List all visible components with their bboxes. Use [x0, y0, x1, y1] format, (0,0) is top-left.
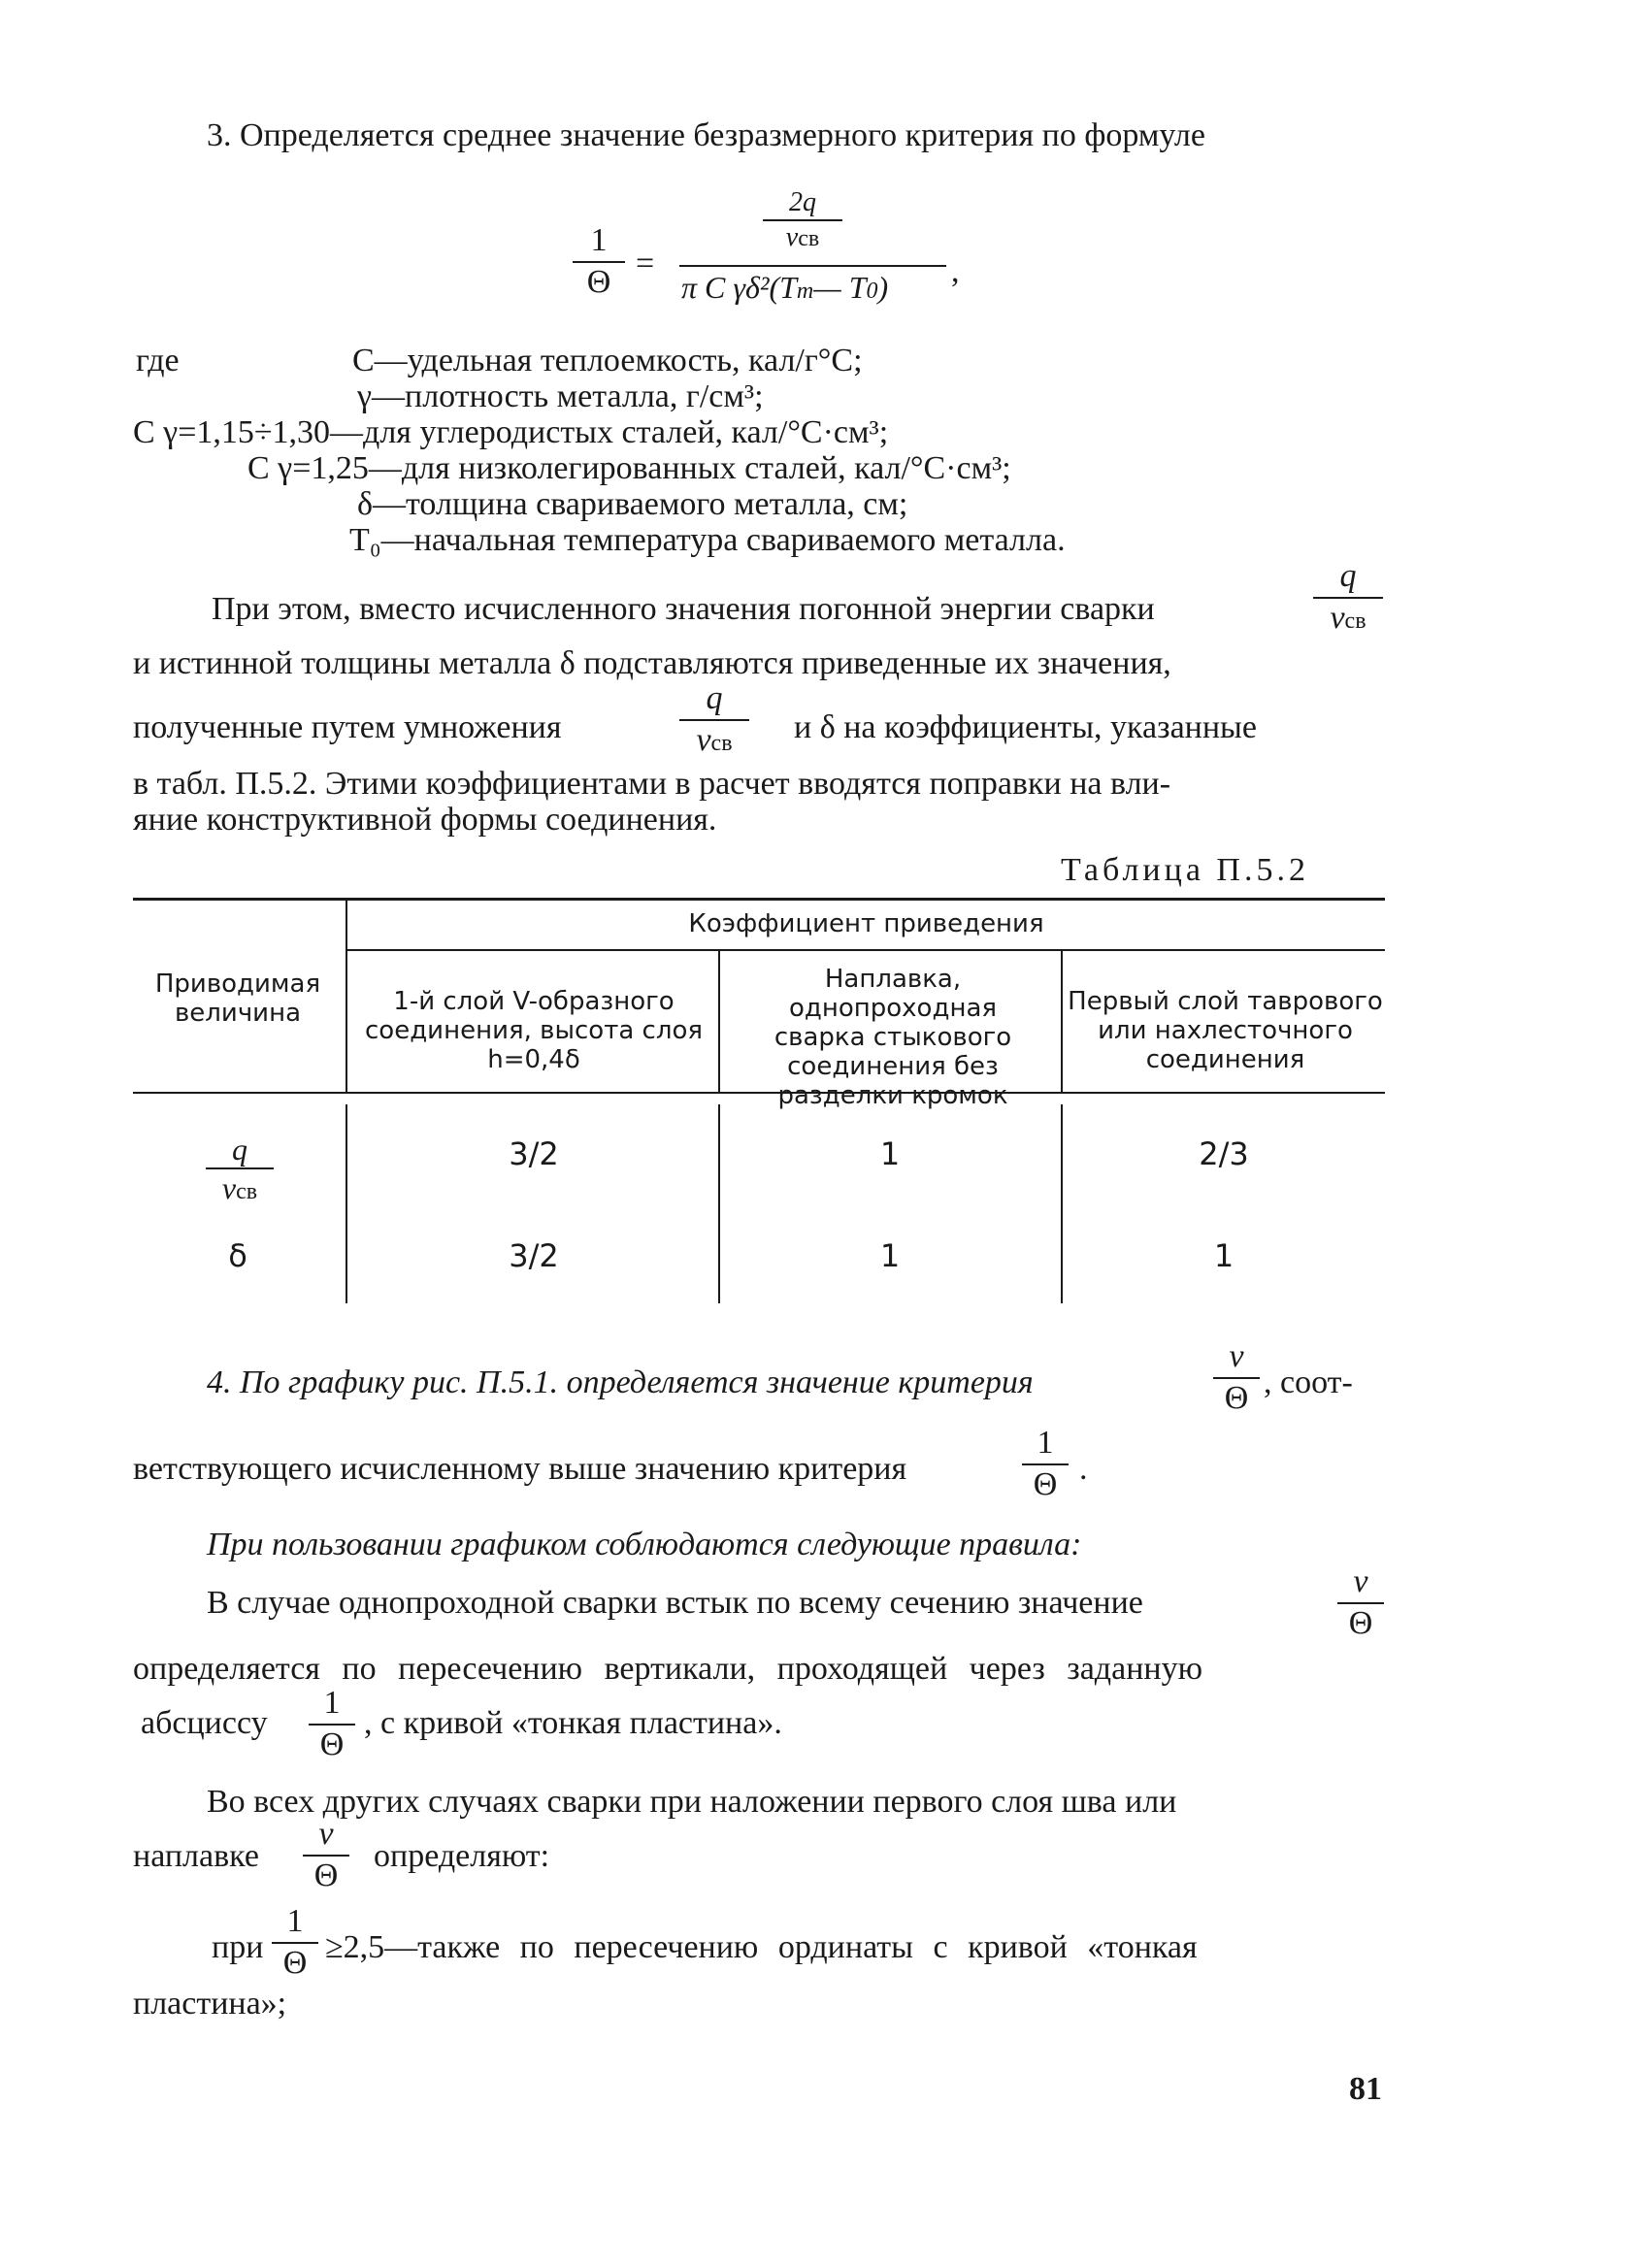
def-c: C—удельная теплоемкость, кал/г°С; [352, 343, 863, 378]
item4-fraction-v-theta-1: v Θ [1213, 1337, 1260, 1419]
rule1-line1: В случае однопроходной сварки встык по всему сечению значение [207, 1585, 1143, 1621]
rule1-line2: определяется по пересечению вертикали, проходящей через заданную [133, 1651, 1202, 1687]
para1-line5: яние конструктивной формы соединения. [133, 802, 717, 838]
rule1-fraction-1-theta: 1 Θ [309, 1684, 355, 1765]
def-cgamma-carbon: C γ=1,15÷1,30—для углеродистых сталей, кал/°С·см³; [133, 414, 889, 450]
table-top-rule [133, 898, 1385, 901]
para1-line3b: и δ на коэффициенты, указанные [794, 709, 1257, 745]
formula-inner-fraction: 2q vсв [763, 186, 842, 253]
rule2-line2a: наплавке [133, 1838, 259, 1874]
def-delta: δ—толщина свариваемого металла, см; [357, 486, 908, 522]
item4-fraction-1-theta: 1 Θ [1022, 1424, 1069, 1505]
para1-fraction-q-vsv-1: q vсв [1313, 557, 1383, 639]
para1-line3a: полученные путем умножения [133, 709, 562, 745]
table-vline-1 [346, 901, 347, 1092]
table-row1-label: q vсв [206, 1131, 274, 1207]
para1-line1: При этом, вместо исчисленного значения погонной энергии сварки [212, 591, 1155, 627]
table-body-vline-1 [346, 1104, 347, 1303]
def-gamma: γ—плотность металла, г/см³; [357, 378, 764, 414]
rule2-line1: Во всех других случаях сварки при наложении первого слоя шва или [207, 1784, 1177, 1820]
para1-line2: и истинной толщины металла δ подставляются приведенные их значения, [133, 645, 1171, 681]
table-group-rule [346, 949, 1385, 951]
item4-line1a: 4. По графику рис. П.5.1. определяется значение критерия [207, 1364, 1034, 1400]
rule3-line2: пластина»; [133, 1986, 287, 2021]
rule2-line2b: определяют: [374, 1838, 550, 1874]
table-col2-header: Наплавка, однопроходная сварка стыкового соединения без разделки кромок [774, 965, 1012, 1110]
rule1-fraction-v-theta: v Θ [1337, 1562, 1384, 1644]
item3-heading: 3. Определяется среднее значение безразмерного критерия по формуле [207, 117, 1205, 153]
formula-lhs-fraction: 1 Θ [573, 221, 625, 303]
formula-comma: , [951, 253, 960, 289]
table-row2-col1: 3/2 [509, 1237, 559, 1274]
table-row1-col2: 1 [879, 1135, 901, 1172]
formula-equals: = [636, 246, 655, 281]
rule3-fraction-1-theta: 1 Θ [272, 1902, 318, 1984]
table-col3-header: Первый слой таврового или нахлесточного соединения [1068, 987, 1383, 1074]
para1-line4: в табл. П.5.2. Этими коэффициентами в расчет вводятся поправки на вли- [133, 766, 1171, 802]
table-row1-col1: 3/2 [509, 1135, 559, 1172]
def-t0: T₀—начальная температура свариваемого металла. [349, 522, 1066, 558]
para1-fraction-q-vsv-2: q vсв [679, 679, 749, 761]
item4-line2a: ветствующего исчисленному выше значению критерия [133, 1451, 907, 1487]
item4-line2b: . [1079, 1451, 1088, 1487]
rule3-post: ≥2,5—также по пересечению ординаты с кривой «тонкая [325, 1929, 1198, 1965]
formula-main-bar [679, 265, 946, 267]
table-row2-col2: 1 [879, 1237, 901, 1274]
table-vline-2 [718, 951, 720, 1092]
page-number: 81 [1349, 2071, 1382, 2107]
table-vline-3 [1061, 951, 1063, 1092]
table-row2-col3: 1 [1213, 1237, 1234, 1274]
formula-denominator: π C γδ²(Tm— T0) [681, 270, 889, 305]
rule3-pre: при [212, 1929, 264, 1965]
def-cgamma-lowalloy: C γ=1,25—для низколегированных сталей, кал/°С·см³; [247, 450, 1011, 486]
rule1-line3b: , с кривой «тонкая пластина». [364, 1705, 782, 1741]
table-caption: Таблица П.5.2 [1061, 852, 1309, 888]
rule2-fraction-v-theta: v Θ [303, 1815, 349, 1896]
table-row1-col3: 2/3 [1199, 1135, 1249, 1172]
rule1-line3a: абсциссу [141, 1705, 268, 1741]
item4-line1b: , соот- [1264, 1364, 1353, 1400]
table-col0-header: Приводимая величина [154, 970, 321, 1028]
where-label: где [136, 343, 180, 378]
table-row2-label: δ [228, 1237, 247, 1274]
table-group-header: Коэффициент приведения [688, 909, 1044, 938]
table-col1-header: 1-й слой V-образного соединения, высота слоя h=0,4δ [365, 987, 703, 1074]
rules-intro: При пользовании графиком соблюдаются следующие правила: [207, 1527, 1082, 1562]
